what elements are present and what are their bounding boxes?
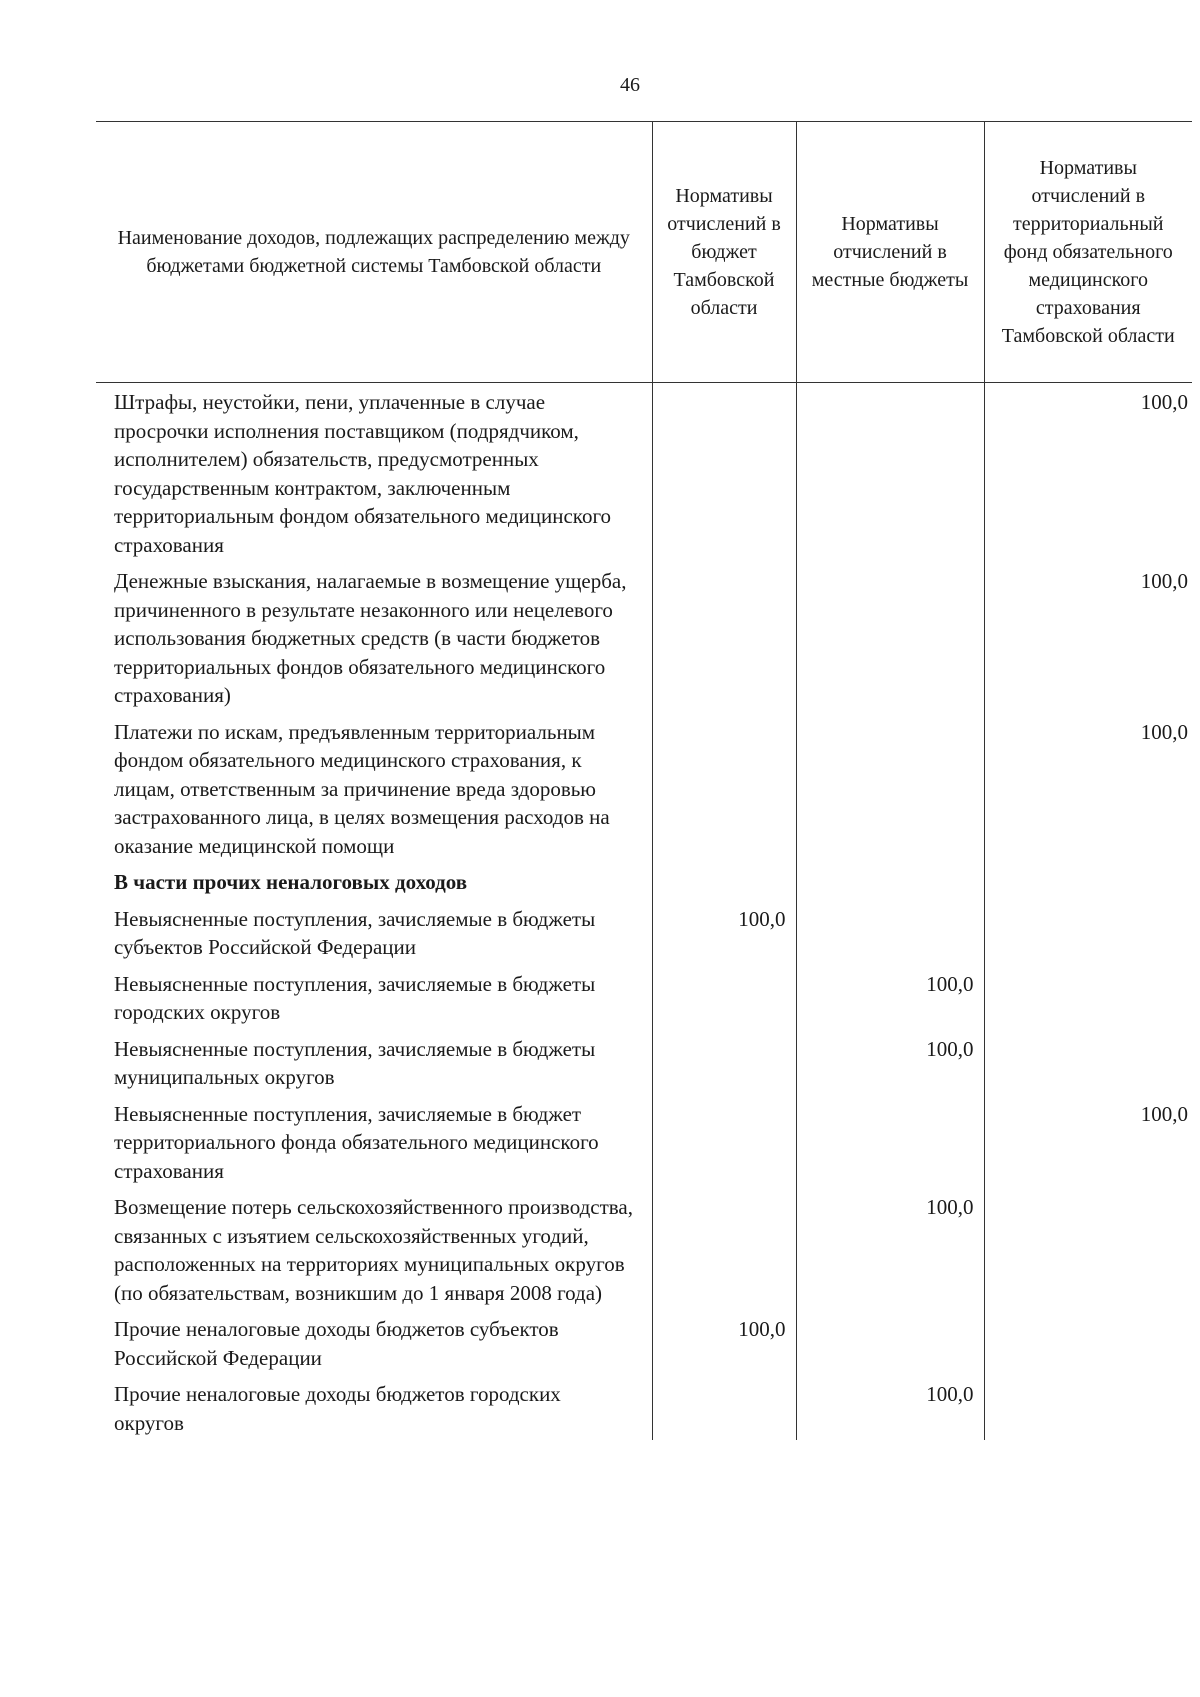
header-medical-fund: Нормативы отчислений в территориальный фонд обязательного медицинского страхования Тамбовской области	[984, 122, 1192, 383]
medical-fund-cell: 100,0	[984, 383, 1192, 563]
table-row	[96, 383, 1192, 563]
local-budget-cell: 100,0	[796, 1030, 984, 1095]
local-budget-cell: 100,0	[796, 1375, 984, 1440]
revenue-name-cell: Невыясненные поступления, зачисляемые в бюджеты субъектов Российской Федерации	[114, 906, 596, 959]
medical-fund-cell	[984, 1375, 1192, 1440]
table-row	[96, 900, 1192, 965]
table-header	[96, 122, 1192, 383]
page-number: 46	[620, 74, 640, 96]
table-row	[96, 1310, 1192, 1375]
table-row	[96, 713, 1192, 864]
table-row	[96, 1095, 1192, 1189]
revenue-distribution-table	[96, 121, 1192, 1440]
revenue-name-cell: Платежи по искам, предъявленным территориальным фондом обязательного медицинского страхования, к лицам, ответственным за причинение вреда здоровью застрахованного лица, в целях возмещения расходов на оказание медицинской помощи	[114, 719, 610, 858]
medical-fund-cell	[984, 1310, 1192, 1375]
regional-budget-cell	[652, 1375, 796, 1440]
local-budget-cell	[796, 1095, 984, 1189]
local-budget-cell	[796, 1310, 984, 1375]
local-budget-cell	[796, 900, 984, 965]
regional-budget-cell	[652, 965, 796, 1030]
local-budget-cell	[796, 713, 984, 864]
regional-budget-cell	[652, 1188, 796, 1310]
local-budget-cell: 100,0	[796, 1188, 984, 1310]
regional-budget-cell	[652, 1030, 796, 1095]
medical-fund-cell: 100,0	[984, 713, 1192, 864]
local-budget-cell	[796, 383, 984, 563]
medical-fund-cell	[984, 863, 1192, 900]
header-revenue-name: Наименование доходов, подлежащих распределению между бюджетами бюджетной системы Тамбовской области	[96, 122, 652, 383]
medical-fund-cell	[984, 1030, 1192, 1095]
section-heading-row	[96, 863, 1192, 900]
revenue-name-cell: Невыясненные поступления, зачисляемые в бюджет территориального фонда обязательного медицинского страхования	[114, 1101, 599, 1183]
regional-budget-cell	[652, 383, 796, 563]
local-budget-cell: 100,0	[796, 965, 984, 1030]
revenue-name-cell: Штрафы, неустойки, пени, уплаченные в случае просрочки исполнения поставщиком (подрядчиком, исполнителем) обязательств, предусмотренных государственным контрактом, заключенным территориальным фондом обязательного медицинского страхования	[114, 390, 612, 557]
medical-fund-cell	[984, 900, 1192, 965]
local-budget-cell	[796, 863, 984, 900]
revenue-name-cell: В части прочих неналоговых доходов	[114, 870, 468, 894]
table-row	[96, 562, 1192, 713]
regional-budget-cell: 100,0	[652, 1310, 796, 1375]
revenue-name-cell: Невыясненные поступления, зачисляемые в бюджеты муниципальных округов	[114, 1036, 596, 1089]
revenue-name-cell: Денежные взыскания, налагаемые в возмещение ущерба, причиненного в результате незаконного или нецелевого использования бюджетных средств (в части бюджетов территориальных фондов обязательного медицинского страхования)	[114, 569, 627, 707]
header-local-budgets: Нормативы отчислений в местные бюджеты	[796, 122, 984, 383]
medical-fund-cell: 100,0	[984, 1095, 1192, 1189]
local-budget-cell	[796, 562, 984, 713]
regional-budget-cell	[652, 562, 796, 713]
header-regional-budget: Нормативы отчислений в бюджет Тамбовской области	[652, 122, 796, 383]
regional-budget-cell: 100,0	[652, 900, 796, 965]
regional-budget-cell	[652, 1095, 796, 1189]
revenue-name-cell: Прочие неналоговые доходы бюджетов городских округов	[114, 1382, 561, 1435]
table-row	[96, 1030, 1192, 1095]
regional-budget-cell	[652, 863, 796, 900]
medical-fund-cell	[984, 1188, 1192, 1310]
table-body	[96, 383, 1192, 1441]
revenue-name-cell: Невыясненные поступления, зачисляемые в бюджеты городских округов	[114, 971, 596, 1024]
table-row	[96, 965, 1192, 1030]
revenue-name-cell: Прочие неналоговые доходы бюджетов субъектов Российской Федерации	[114, 1317, 559, 1370]
table-row	[96, 1375, 1192, 1440]
medical-fund-cell	[984, 965, 1192, 1030]
table-row	[96, 1188, 1192, 1310]
medical-fund-cell: 100,0	[984, 562, 1192, 713]
revenue-name-cell: Возмещение потерь сельскохозяйственного производства, связанных с изъятием сельскохозяйственных угодий, расположенных на территориях муниципальных округов (по обязательствам, возникшим до 1 января 2008 года)	[114, 1195, 633, 1305]
regional-budget-cell	[652, 713, 796, 864]
